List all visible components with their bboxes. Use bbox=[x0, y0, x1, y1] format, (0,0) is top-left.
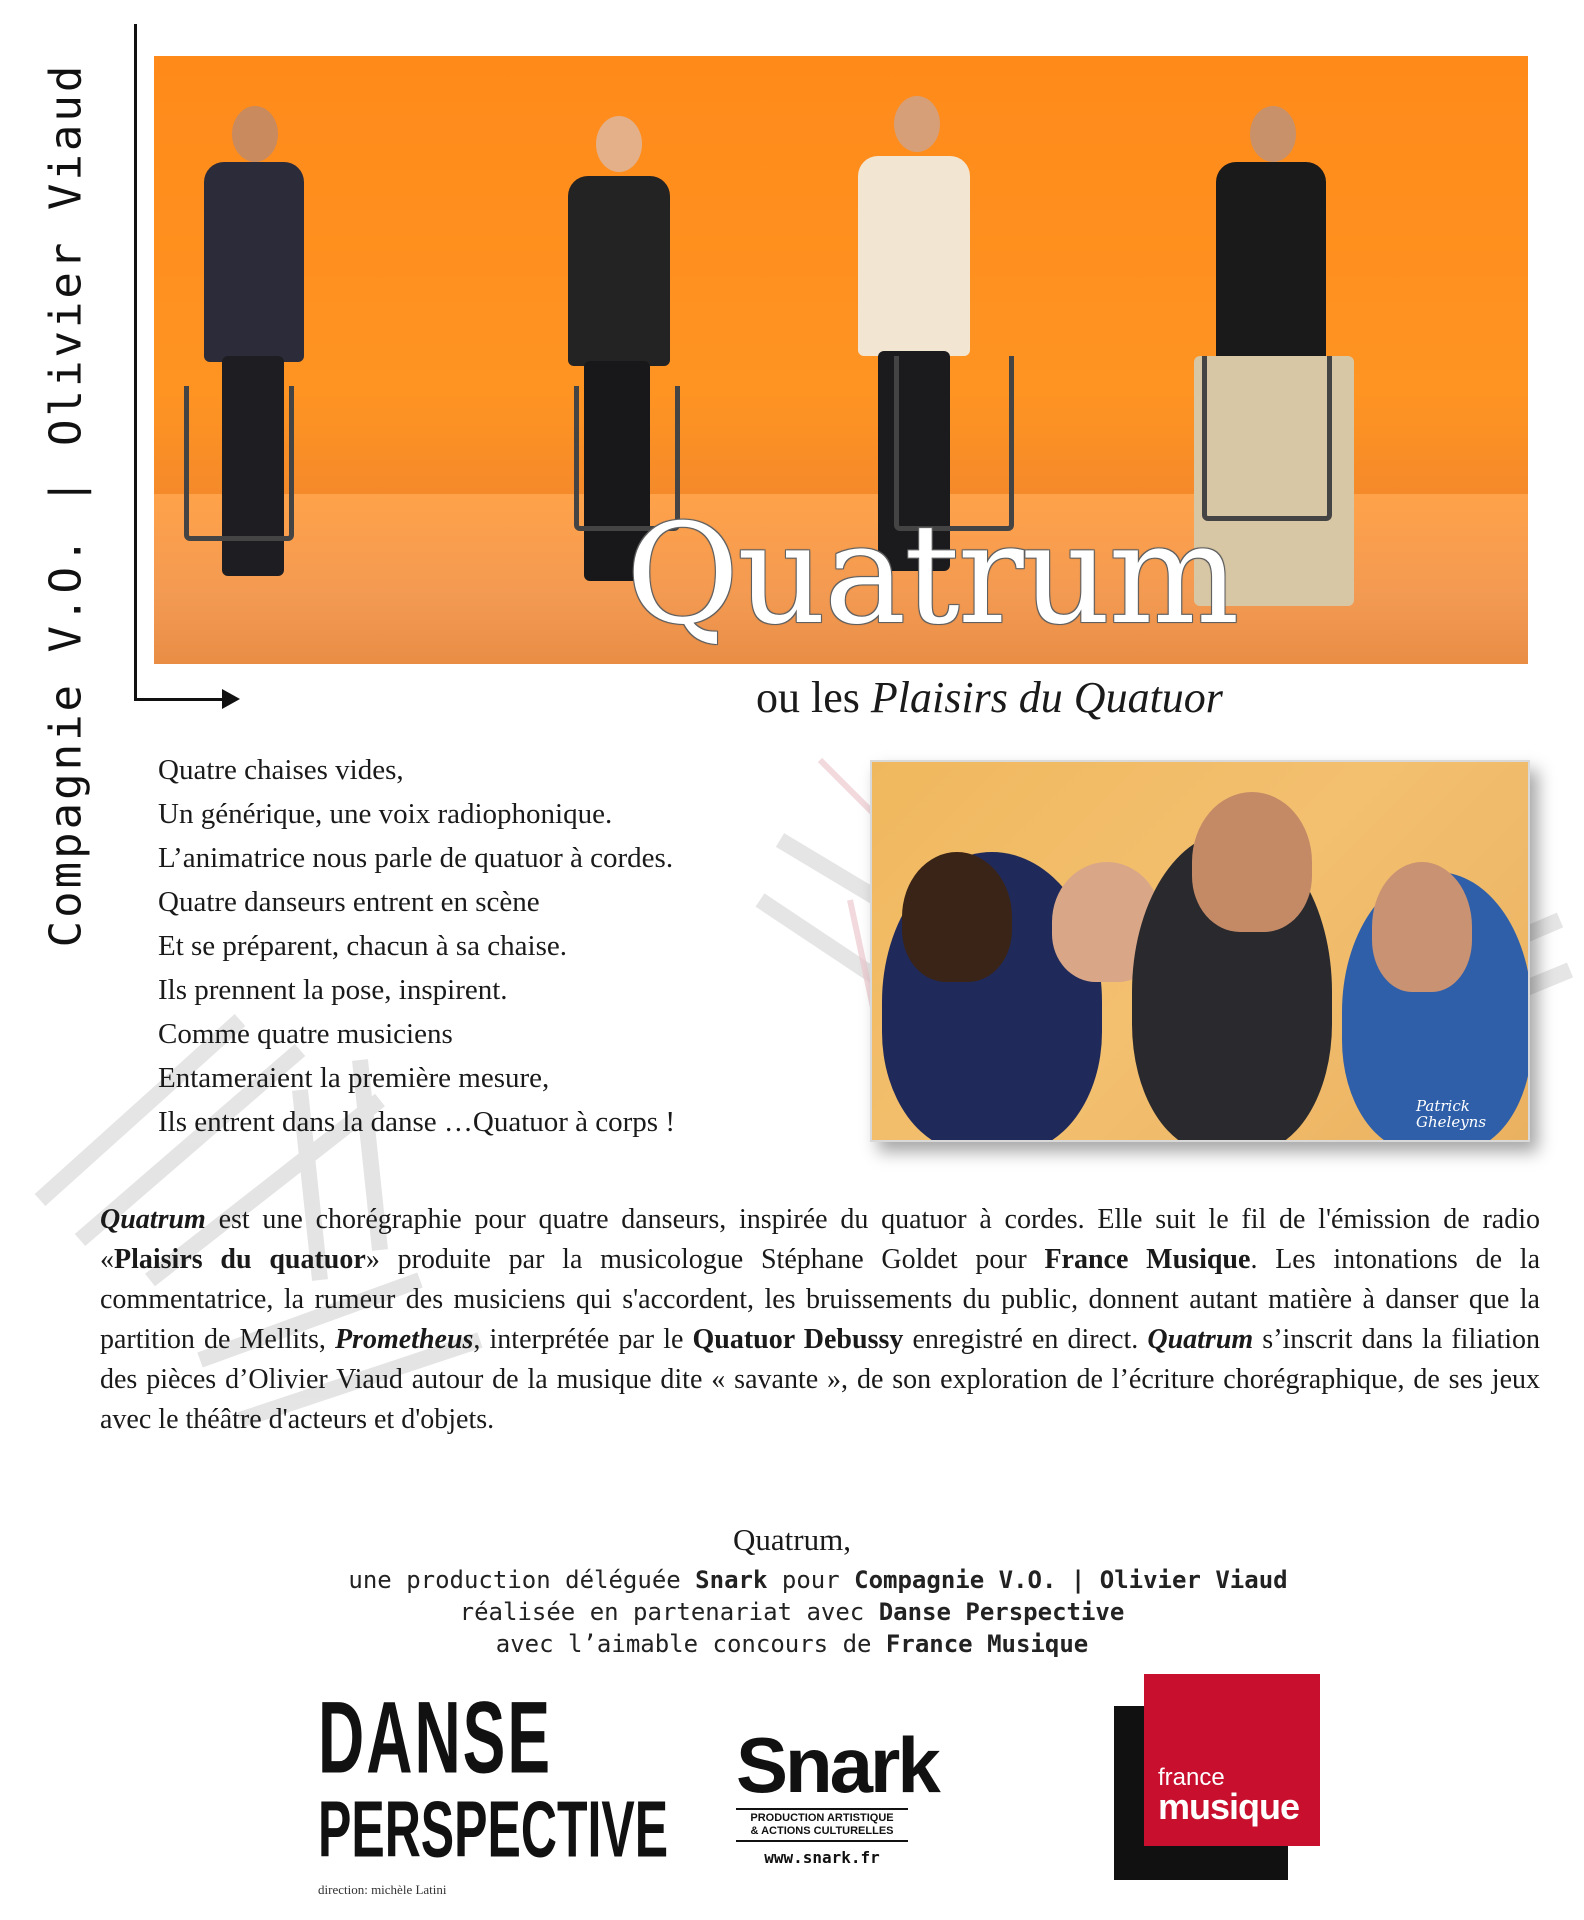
poem-line: Un générique, une voix radiophonique. bbox=[158, 798, 613, 830]
chair bbox=[184, 386, 294, 541]
desc-bold-italic: Prometheus bbox=[334, 1324, 474, 1355]
credits-bold: France Musique bbox=[885, 1630, 1089, 1658]
credits-line bbox=[0, 1630, 1584, 1658]
credits-title bbox=[0, 1522, 1584, 1558]
arrow-right-icon bbox=[222, 689, 240, 709]
credits-line bbox=[318, 1566, 1318, 1594]
desc-title: Quatrum bbox=[100, 1204, 206, 1235]
logo-url: www.snark.fr bbox=[764, 1848, 880, 1867]
bracket-horizontal-line bbox=[134, 698, 236, 701]
desc-text: est une chorégraphie pour quatre danseurs, inspirée du quatuor à cordes. Elle suit le fil de l'émission de radio « bbox=[100, 1204, 1540, 1275]
logo-text: PRODUCTION ARTISTIQUE bbox=[750, 1812, 894, 1824]
credits-title-text: Quatrum bbox=[733, 1522, 844, 1557]
poem-line: L’animatrice nous parle de quatuor à cordes. bbox=[158, 842, 674, 874]
poem-line: Et se préparent, chacun à sa chaise. bbox=[158, 930, 568, 962]
credits-bold: Compagnie V.O. | Olivier Viaud bbox=[854, 1566, 1288, 1594]
dancer-figure bbox=[1372, 862, 1472, 992]
credits-line bbox=[0, 1598, 1584, 1626]
poem-line: Quatre danseurs entrent en scène bbox=[158, 886, 540, 918]
logo-text: Snark bbox=[736, 1721, 938, 1809]
description-paragraph bbox=[100, 1200, 1540, 1440]
credits-bold: Danse Perspective bbox=[878, 1598, 1125, 1626]
desc-text: enregistré en direct. bbox=[903, 1324, 1148, 1355]
subtitle-italic: Plaisirs du Quatuor bbox=[870, 673, 1223, 722]
desc-text: » produite par la musicologue Stéphane Goldet pour bbox=[365, 1244, 1045, 1275]
desc-bold: Plaisirs du quatuor bbox=[114, 1244, 366, 1275]
company-name: Compagnie V.O. | Olivier Viaud bbox=[40, 62, 92, 948]
logo-text: & ACTIONS CULTURELLES bbox=[750, 1825, 894, 1837]
dancer-figure bbox=[1192, 792, 1312, 932]
logo-tagline bbox=[736, 1808, 908, 1842]
photo-credit: Patrick Gheleyns bbox=[1416, 1097, 1487, 1131]
logo-text: PERSPECTIVE bbox=[318, 1784, 669, 1874]
desc-bold: Quatuor Debussy bbox=[692, 1324, 904, 1355]
subtitle-prefix: ou les bbox=[756, 673, 871, 722]
credits-text: pour bbox=[767, 1566, 855, 1594]
logo-text: france bbox=[1158, 1764, 1225, 1791]
credits-title-suffix: , bbox=[843, 1522, 851, 1557]
show-subtitle bbox=[756, 672, 1223, 723]
credits-bold: Snark bbox=[695, 1566, 768, 1594]
snark-logo bbox=[736, 1721, 938, 1876]
desc-text: . Les intonations de la commentatrice, la rumeur des musiciens qui s'accordent, les bruissements du public, donnent autant matière à danser que la partition de Mellits, bbox=[100, 1244, 1540, 1355]
logo-direction: direction: michèle Latini bbox=[318, 1882, 447, 1897]
poem-line: Ils prennent la pose, inspirent. bbox=[158, 974, 508, 1006]
logo-text: DANSE bbox=[318, 1679, 553, 1795]
poem-line: Ils entrent dans la danse …Quatuor à corps ! bbox=[158, 1106, 676, 1138]
credits-text: réalisée en partenariat avec bbox=[459, 1598, 879, 1626]
poem-line: Quatre chaises vides, bbox=[158, 754, 404, 786]
dancers-photo bbox=[870, 760, 1530, 1142]
bracket-vertical-line bbox=[134, 24, 137, 700]
poem-line: Comme quatre musiciens bbox=[158, 1018, 453, 1050]
poem-line: Entameraient la première mesure, bbox=[158, 1062, 550, 1094]
dancer-figure bbox=[902, 852, 1012, 982]
credits-text: avec l’aimable concours de bbox=[495, 1630, 886, 1658]
show-title: Quatrum bbox=[626, 494, 1238, 655]
danse-perspective-logo bbox=[318, 1679, 669, 1898]
poem-block bbox=[158, 748, 858, 1144]
desc-text: , interprétée par le bbox=[473, 1324, 693, 1355]
desc-bold: France Musique bbox=[1044, 1244, 1251, 1275]
france-musique-logo bbox=[1114, 1674, 1320, 1880]
logo-text: musique bbox=[1158, 1786, 1300, 1827]
desc-bold-italic: Quatrum bbox=[1147, 1324, 1254, 1355]
desc-text: s’inscrit dans la filiation des pièces d’Olivier Viaud autour de la musique dite « savante », de son exploration de l’écriture chorégraphique, de ses jeux avec le théâtre d'acteurs et d'objets. bbox=[100, 1324, 1540, 1435]
credits-text: une production déléguée bbox=[348, 1566, 696, 1594]
